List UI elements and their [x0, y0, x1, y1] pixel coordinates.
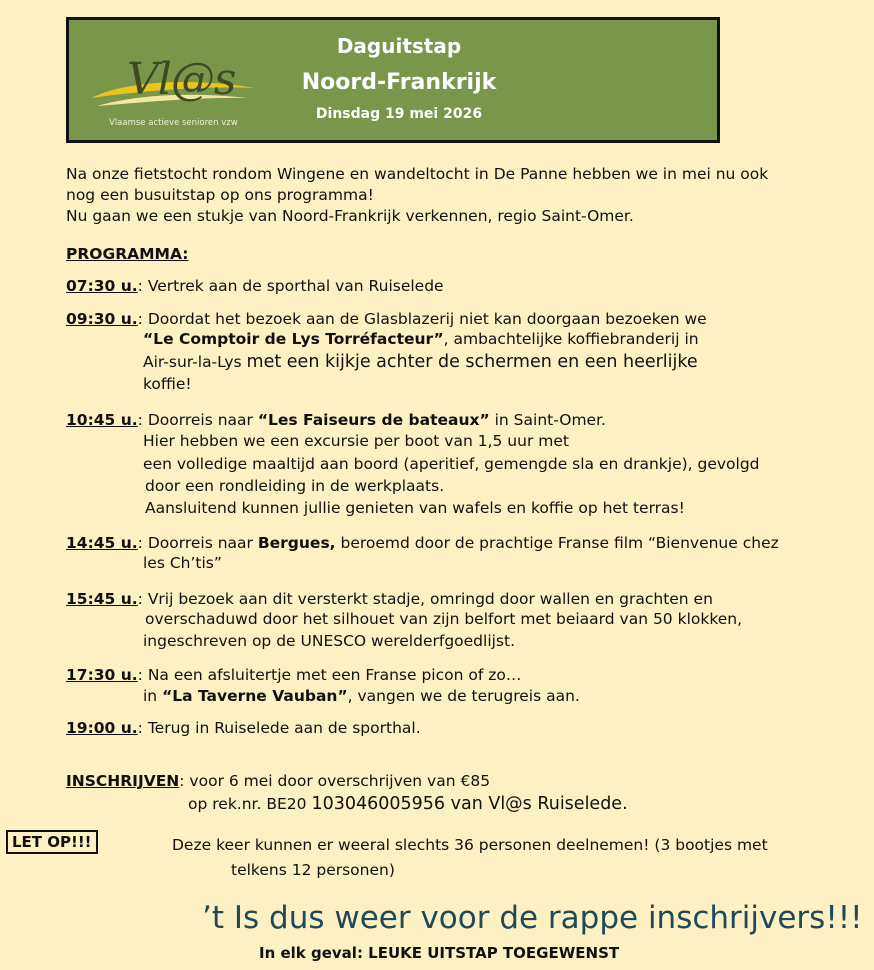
slogan: ’t Is dus weer voor de rappe inschrijvers!!!	[202, 900, 863, 936]
venue-name: “Le Comptoir de Lys Torréfacteur”	[143, 330, 444, 348]
venue-name: “Les Faiseurs de bateaux”	[257, 411, 490, 429]
program-item-0930: 09:30 u.: Doordat het bezoek aan de Glasblazerij niet kan doorgaan bezoeken we	[66, 310, 707, 328]
program-item-1545: 15:45 u.: Vrij bezoek aan dit versterkt stadje, omringd door wallen en grachten en	[66, 590, 713, 608]
program-item-1730: 17:30 u.: Na een afsluitertje met een Franse picon of zo…	[66, 666, 522, 684]
closing-line: In elk geval: LEUKE UITSTAP TOEGEWENST	[259, 944, 620, 962]
header-banner	[66, 17, 720, 143]
logo-tagline: Vlaamse actieve senioren vzw	[109, 118, 238, 128]
notice-text: Deze keer kunnen er weeral slechts 36 personen deelnemen! (3 bootjes met	[172, 836, 768, 854]
intro-text: Na onze fietstocht rondom Wingene en wandeltocht in De Panne hebben we in mei nu ook nog een busuitstap op ons programma! Nu gaan we een stukje van Noord-Frankrijk verkennen, regio Saint-Omer.	[66, 165, 769, 225]
registration-info: INSCHRIJVEN: voor 6 mei door overschrijven van €85	[66, 772, 491, 790]
program-item-1045: 10:45 u.: Doorreis naar “Les Faiseurs de bateaux” in Saint-Omer.	[66, 411, 606, 429]
program-item-1900: 19:00 u.: Terug in Ruiselede aan de sporthal.	[66, 719, 421, 737]
bank-account: 103046005956 van Vl@s Ruiselede.	[311, 794, 628, 814]
vlas-logo	[87, 50, 257, 130]
program-item-0730: 07:30 u.: Vertrek aan de sporthal van Ruiselede	[66, 277, 444, 295]
venue-name: Bergues,	[257, 534, 336, 552]
program-heading: PROGRAMMA:	[66, 245, 189, 263]
title-line-1: Daguitstap	[336, 34, 462, 58]
let-op-badge: LET OP!!!	[6, 830, 98, 854]
venue-name: “La Taverne Vauban”	[162, 687, 348, 705]
event-date: Dinsdag 19 mei 2026	[315, 106, 483, 122]
logo-wordmark: Vl@s	[127, 54, 236, 105]
title-line-2: Noord-Frankrijk	[301, 70, 497, 95]
program-item-1445: 14:45 u.: Doorreis naar Bergues, beroemd door de prachtige Franse film “Bienvenue chez	[66, 534, 779, 552]
